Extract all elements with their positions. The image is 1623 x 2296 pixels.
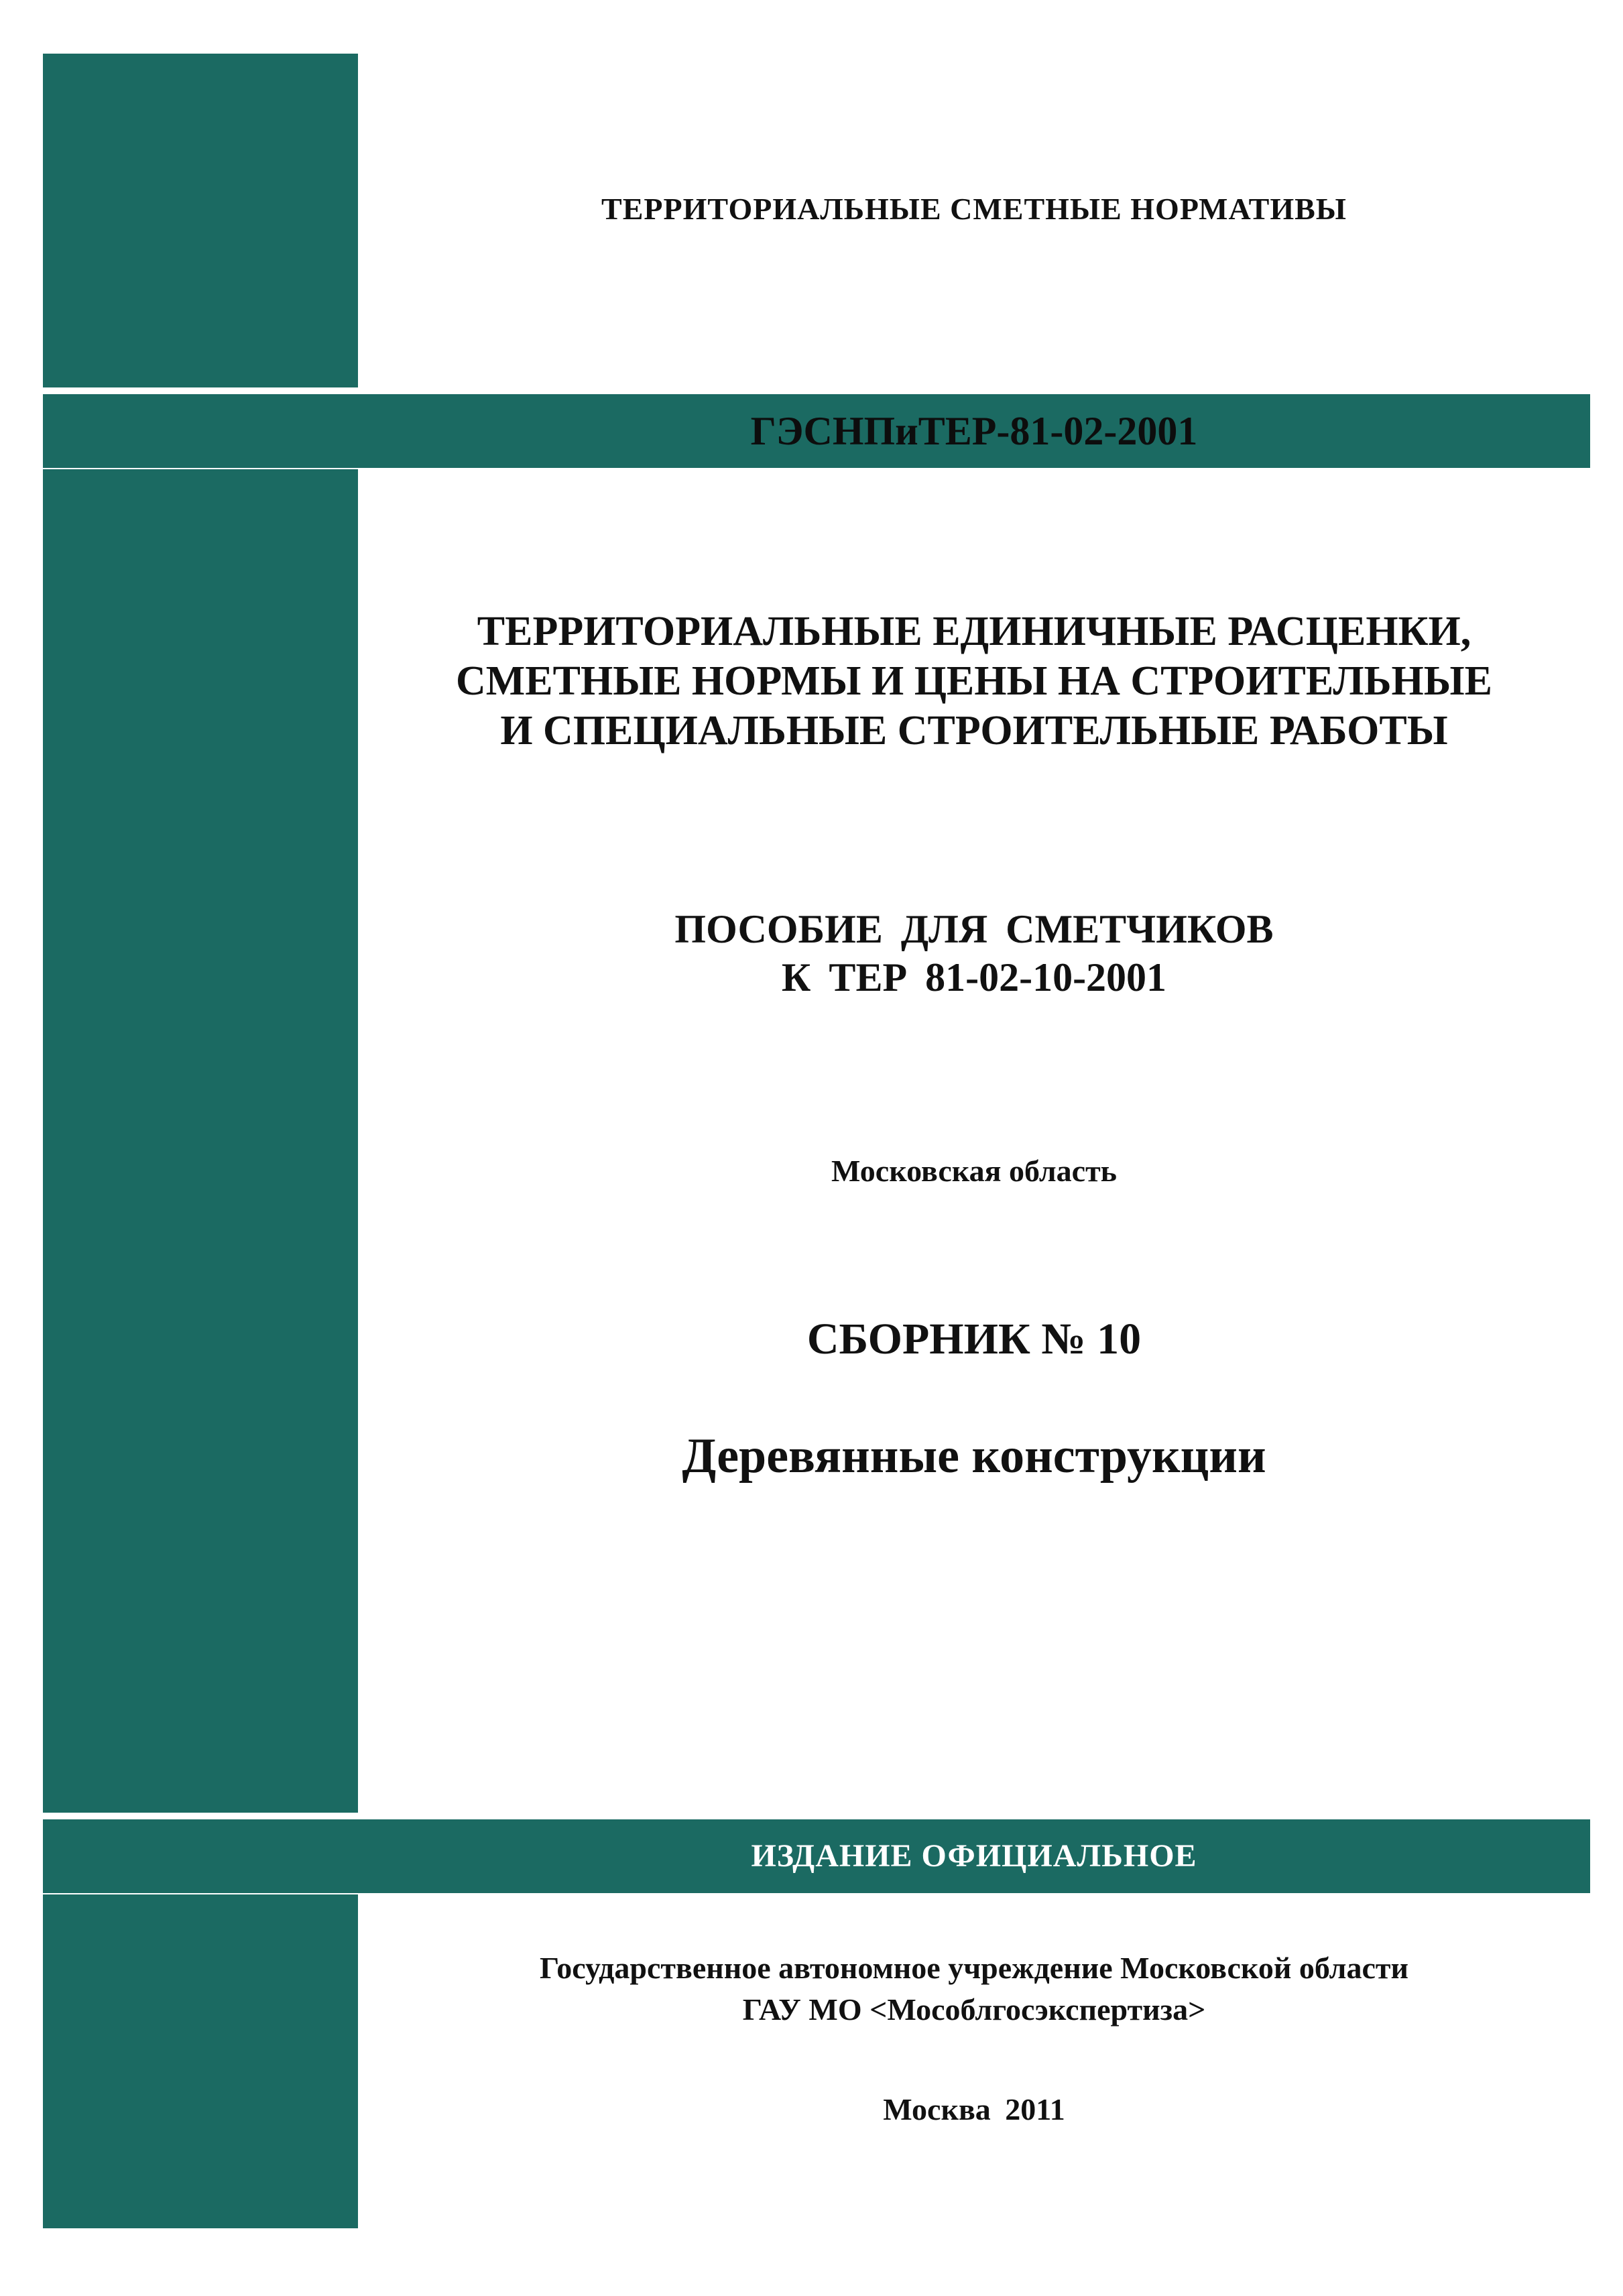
main-title-line: И СПЕЦИАЛЬНЫЕ СТРОИТЕЛЬНЫЕ РАБОТЫ <box>500 708 1448 753</box>
left-band-bottom <box>43 1894 358 2228</box>
official-edition-label: ИЗДАНИЕ ОФИЦИАЛЬНОЕ <box>751 1838 1197 1874</box>
manual-title-line: ПОСОБИЕ ДЛЯ СМЕТЧИКОВ <box>674 907 1274 951</box>
main-title <box>358 607 1590 756</box>
publisher-line: Государственное автономное учреждение Московской области <box>539 1951 1409 1985</box>
series-title: ТЕРРИТОРИАЛЬНЫЕ СМЕТНЫЕ НОРМАТИВЫ <box>601 192 1347 226</box>
manual-title <box>358 905 1590 1002</box>
manual-title-line: К ТЕР 81-02-10-2001 <box>781 955 1167 1000</box>
publisher <box>358 1947 1590 2031</box>
collection-number: СБОРНИК № 10 <box>806 1315 1142 1364</box>
city-year: Москва 2011 <box>883 2092 1065 2126</box>
left-band-top <box>43 54 358 387</box>
publisher-line: ГАУ МО <Мособлгосэкспертиза> <box>742 1992 1206 2027</box>
region: Московская область <box>831 1154 1117 1188</box>
main-title-line: ТЕРРИТОРИАЛЬНЫЕ ЕДИНИЧНЫЕ РАСЦЕНКИ, <box>477 609 1471 654</box>
left-band-middle <box>43 469 358 1813</box>
collection-subject: Деревянные конструкции <box>682 1429 1266 1484</box>
document-code: ГЭСНПиТЕР-81-02-2001 <box>750 409 1198 453</box>
main-title-line: СМЕТНЫЕ НОРМЫ И ЦЕНЫ НА СТРОИТЕЛЬНЫЕ <box>455 658 1493 704</box>
